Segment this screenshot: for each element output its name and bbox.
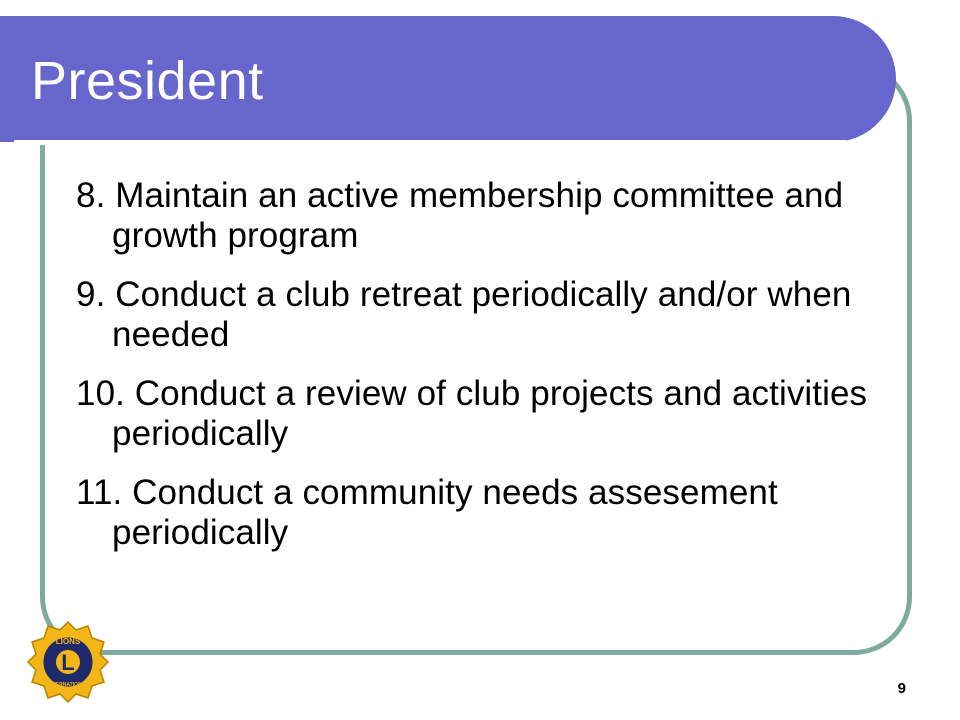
lions-international-emblem-icon (26, 620, 110, 704)
logo-top-text: LIONS (55, 637, 81, 646)
list-item: 10. Conduct a review of club projects and activities periodically (76, 374, 868, 453)
title-underline (14, 140, 846, 145)
list-item: 9. Conduct a club retreat periodically and/or when needed (76, 275, 852, 354)
logo-letter: L (61, 650, 75, 675)
logo-bottom-text: INTERNATIONAL (47, 682, 89, 688)
title-bar (0, 16, 896, 142)
list-item: 8. Maintain an active membership committee and growth program (76, 176, 844, 255)
page-number: 9 (897, 680, 906, 697)
page-title: President (31, 51, 264, 111)
bullet-list (76, 176, 876, 572)
list-item: 11. Conduct a community needs assesement periodically (76, 473, 778, 552)
